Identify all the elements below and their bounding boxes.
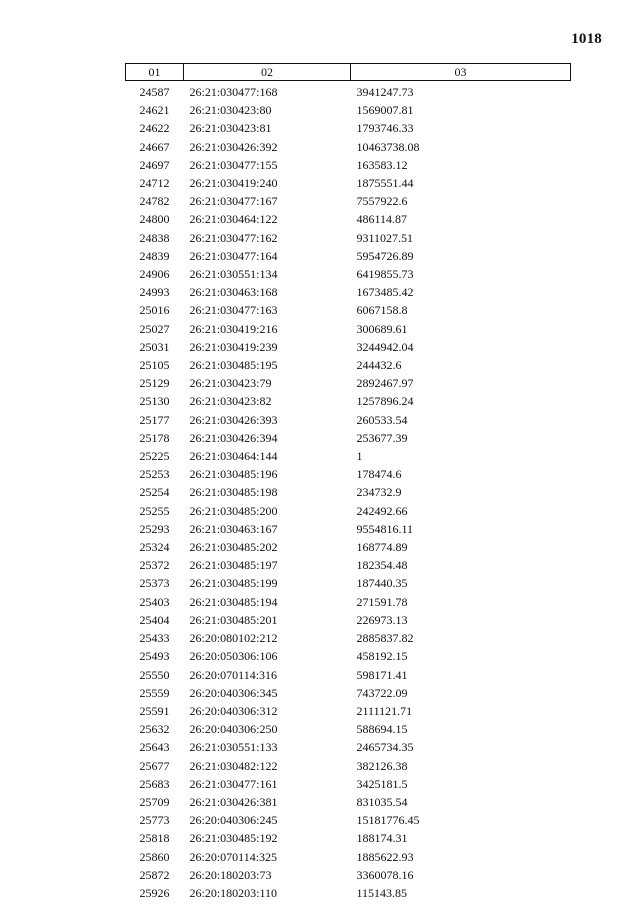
- table-row: [126, 320, 571, 338]
- table-row: [126, 520, 571, 538]
- table-row: [126, 174, 571, 192]
- cell-cadastral-number: 26:21:030485:201: [189, 612, 278, 627]
- cell-id: 25031: [139, 339, 170, 354]
- header-row: [126, 64, 571, 81]
- cell-value: 260533.54: [356, 412, 408, 427]
- cell-id: 25027: [139, 321, 170, 336]
- cell-cadastral-number: 26:21:030485:199: [189, 576, 278, 591]
- table-row: [126, 538, 571, 556]
- table-body: [126, 81, 571, 903]
- cell-cadastral-number: 26:20:040306:312: [189, 703, 278, 718]
- table-row: [126, 775, 571, 793]
- cell-id: 24697: [139, 157, 170, 172]
- cell-value: 9554816.11: [356, 521, 414, 536]
- cell-value: 2465734.35: [356, 740, 414, 755]
- cell-value: 3244942.04: [356, 339, 414, 354]
- cell-id: 25872: [139, 867, 170, 882]
- table-row: [126, 629, 571, 647]
- cell-id: 24782: [139, 194, 170, 209]
- cell-id: 25433: [139, 631, 170, 646]
- cell-cadastral-number: 26:20:070114:316: [189, 667, 278, 682]
- cell-cadastral-number: 26:21:030423:81: [189, 121, 272, 136]
- cell-value: 178474.6: [356, 467, 402, 482]
- table-row: [126, 374, 571, 392]
- cell-cadastral-number: 26:21:030477:155: [189, 157, 278, 172]
- cell-id: 24906: [139, 267, 170, 282]
- cell-value: 242492.66: [356, 503, 408, 518]
- table-row: [126, 356, 571, 374]
- table-row: [126, 210, 571, 228]
- cell-value: 382126.38: [356, 758, 408, 773]
- cell-value: 743722.09: [356, 685, 408, 700]
- cell-cadastral-number: 26:21:030477:168: [189, 85, 278, 99]
- cell-cadastral-number: 26:20:040306:245: [189, 813, 278, 828]
- cell-cadastral-number: 26:21:030419:216: [189, 321, 278, 336]
- table-row: [126, 247, 571, 265]
- cell-cadastral-number: 26:21:030477:164: [189, 248, 278, 263]
- cell-id: 25324: [139, 540, 170, 555]
- table-row: [126, 265, 571, 283]
- table-row: [126, 301, 571, 319]
- cell-id: 25550: [139, 667, 170, 682]
- table-row: [126, 811, 571, 829]
- table-row: [126, 338, 571, 356]
- table-row: [126, 738, 571, 756]
- cell-id: 25225: [139, 449, 170, 464]
- table-row: [126, 283, 571, 301]
- cell-value: 15181776.45: [356, 813, 420, 828]
- table-row: [126, 574, 571, 592]
- cell-value: 226973.13: [356, 612, 408, 627]
- cell-cadastral-number: 26:20:180203:73: [189, 867, 272, 882]
- cell-cadastral-number: 26:21:030463:167: [189, 521, 278, 536]
- table-row: [126, 829, 571, 847]
- cell-value: 1793746.33: [356, 121, 414, 136]
- cell-value: 10463738.08: [356, 139, 420, 154]
- data-table: [125, 63, 571, 902]
- table-row: [126, 593, 571, 611]
- cell-value: 6419855.73: [356, 267, 414, 282]
- cell-value: 1257896.24: [356, 394, 414, 409]
- cell-cadastral-number: 26:21:030485:197: [189, 558, 278, 573]
- cell-value: 598171.41: [356, 667, 408, 682]
- header-col-02: 02: [184, 64, 351, 81]
- cell-value: 1875551.44: [356, 176, 414, 191]
- cell-value: 2885837.82: [356, 631, 414, 646]
- cell-id: 25253: [139, 467, 170, 482]
- cell-value: 271591.78: [356, 594, 408, 609]
- cell-cadastral-number: 26:21:030426:381: [189, 794, 278, 809]
- table-row: [126, 229, 571, 247]
- cell-value: 253677.39: [356, 430, 408, 445]
- cell-cadastral-number: 26:21:030419:239: [189, 339, 278, 354]
- cell-value: 2892467.97: [356, 376, 414, 391]
- table-row: [126, 793, 571, 811]
- cell-id: 25372: [139, 558, 170, 573]
- table-row: [126, 483, 571, 501]
- table-row: [126, 156, 571, 174]
- table-row: [126, 447, 571, 465]
- cell-value: 7557922.6: [356, 194, 408, 209]
- cell-cadastral-number: 26:21:030477:167: [189, 194, 278, 209]
- cell-value: 115143.85: [356, 885, 408, 900]
- table-row: [126, 866, 571, 884]
- cell-id: 25293: [139, 521, 170, 536]
- cell-id: 24839: [139, 248, 170, 263]
- cell-value: 188174.31: [356, 831, 408, 846]
- cell-value: 588694.15: [356, 722, 408, 737]
- cell-value: 3941247.73: [356, 85, 414, 99]
- table-row: [126, 465, 571, 483]
- cell-id: 25818: [139, 831, 170, 846]
- table-row: [126, 611, 571, 629]
- table-row: [126, 81, 571, 102]
- table-row: [126, 757, 571, 775]
- cell-value: 6067158.8: [356, 303, 408, 318]
- cell-id: 25254: [139, 485, 170, 500]
- cell-cadastral-number: 26:21:030485:200: [189, 503, 278, 518]
- cell-id: 25177: [139, 412, 170, 427]
- cell-cadastral-number: 26:21:030426:394: [189, 430, 278, 445]
- cell-id: 25493: [139, 649, 170, 664]
- cell-id: 25255: [139, 503, 170, 518]
- cell-cadastral-number: 26:21:030477:163: [189, 303, 278, 318]
- cell-id: 25773: [139, 813, 170, 828]
- cell-cadastral-number: 26:21:030551:134: [189, 267, 278, 282]
- table-row: [126, 647, 571, 665]
- cell-cadastral-number: 26:21:030485:192: [189, 831, 278, 846]
- cell-id: 25559: [139, 685, 170, 700]
- cell-cadastral-number: 26:21:030423:82: [189, 394, 272, 409]
- cell-cadastral-number: 26:21:030485:198: [189, 485, 278, 500]
- cell-id: 25403: [139, 594, 170, 609]
- cell-id: 24667: [139, 139, 170, 154]
- cell-id: 24838: [139, 230, 170, 245]
- cell-id: 24800: [139, 212, 170, 227]
- cell-cadastral-number: 26:20:040306:345: [189, 685, 278, 700]
- cell-cadastral-number: 26:21:030464:144: [189, 449, 278, 464]
- cell-id: 25643: [139, 740, 170, 755]
- cell-id: 25016: [139, 303, 170, 318]
- cell-id: 25178: [139, 430, 170, 445]
- cell-id: 25709: [139, 794, 170, 809]
- cell-value: 486114.87: [356, 212, 408, 227]
- table-row: [126, 138, 571, 156]
- cell-id: 25926: [139, 885, 170, 900]
- page-number: 1018: [571, 31, 602, 47]
- cell-value: 168774.89: [356, 540, 408, 555]
- table-row: [126, 192, 571, 210]
- cell-value: 458192.15: [356, 649, 408, 664]
- cell-id: 24622: [139, 121, 170, 136]
- cell-id: 24621: [139, 103, 170, 118]
- cell-cadastral-number: 26:21:030477:162: [189, 230, 278, 245]
- cell-value: 2111121.71: [356, 703, 413, 718]
- cell-value: 187440.35: [356, 576, 408, 591]
- table-row: [126, 429, 571, 447]
- cell-cadastral-number: 26:20:040306:250: [189, 722, 278, 737]
- table-row: [126, 702, 571, 720]
- cell-id: 25632: [139, 722, 170, 737]
- cell-value: 163583.12: [356, 157, 408, 172]
- cell-value: 300689.61: [356, 321, 408, 336]
- cell-value: 831035.54: [356, 794, 408, 809]
- cell-value: 182354.48: [356, 558, 408, 573]
- table-row: [126, 101, 571, 119]
- header-col-01: 01: [126, 64, 184, 81]
- cell-cadastral-number: 26:21:030423:79: [189, 376, 272, 391]
- cell-id: 25404: [139, 612, 170, 627]
- cell-value: 5954726.89: [356, 248, 414, 263]
- cell-cadastral-number: 26:20:070114:325: [189, 849, 278, 864]
- cell-cadastral-number: 26:20:180203:110: [189, 885, 278, 900]
- table-row: [126, 411, 571, 429]
- cell-id: 24712: [139, 176, 170, 191]
- cell-cadastral-number: 26:21:030485:195: [189, 358, 278, 373]
- table-row: [126, 556, 571, 574]
- cell-id: 25129: [139, 376, 170, 391]
- table-header: [126, 64, 571, 81]
- cell-cadastral-number: 26:21:030485:202: [189, 540, 278, 555]
- cell-value: 1673485.42: [356, 285, 414, 300]
- cell-id: 25677: [139, 758, 170, 773]
- cell-cadastral-number: 26:20:080102:212: [189, 631, 278, 646]
- cell-cadastral-number: 26:21:030477:161: [189, 776, 278, 791]
- cell-value: 244432.6: [356, 358, 402, 373]
- cell-id: 25591: [139, 703, 170, 718]
- cell-cadastral-number: 26:20:050306:106: [189, 649, 278, 664]
- cell-value: 1569007.81: [356, 103, 414, 118]
- cell-value: 9311027.51: [356, 230, 414, 245]
- table-row: [126, 684, 571, 702]
- cell-cadastral-number: 26:21:030485:194: [189, 594, 278, 609]
- cell-value: 234732.9: [356, 485, 402, 500]
- cell-cadastral-number: 26:21:030485:196: [189, 467, 278, 482]
- cell-cadastral-number: 26:21:030419:240: [189, 176, 278, 191]
- cell-id: 24993: [139, 285, 170, 300]
- cell-value: 1: [356, 449, 363, 464]
- table-row: [126, 720, 571, 738]
- cell-id: 24587: [139, 85, 170, 99]
- table-row: [126, 666, 571, 684]
- cell-cadastral-number: 26:21:030463:168: [189, 285, 278, 300]
- cell-cadastral-number: 26:21:030464:122: [189, 212, 278, 227]
- cell-value: 3425181.5: [356, 776, 408, 791]
- cell-cadastral-number: 26:21:030482:122: [189, 758, 278, 773]
- cell-id: 25683: [139, 776, 170, 791]
- table-row: [126, 502, 571, 520]
- cell-cadastral-number: 26:21:030426:392: [189, 139, 278, 154]
- cell-id: 25105: [139, 358, 170, 373]
- cell-id: 25130: [139, 394, 170, 409]
- table-row: [126, 848, 571, 866]
- table-row: [126, 119, 571, 137]
- cell-cadastral-number: 26:21:030426:393: [189, 412, 278, 427]
- table-row: [126, 392, 571, 410]
- cell-value: 3360078.16: [356, 867, 414, 882]
- cell-cadastral-number: 26:21:030551:133: [189, 740, 278, 755]
- header-col-03: 03: [351, 64, 571, 81]
- table-row: [126, 884, 571, 902]
- cell-cadastral-number: 26:21:030423:80: [189, 103, 272, 118]
- cell-value: 1885622.93: [356, 849, 414, 864]
- cell-id: 25373: [139, 576, 170, 591]
- cell-id: 25860: [139, 849, 170, 864]
